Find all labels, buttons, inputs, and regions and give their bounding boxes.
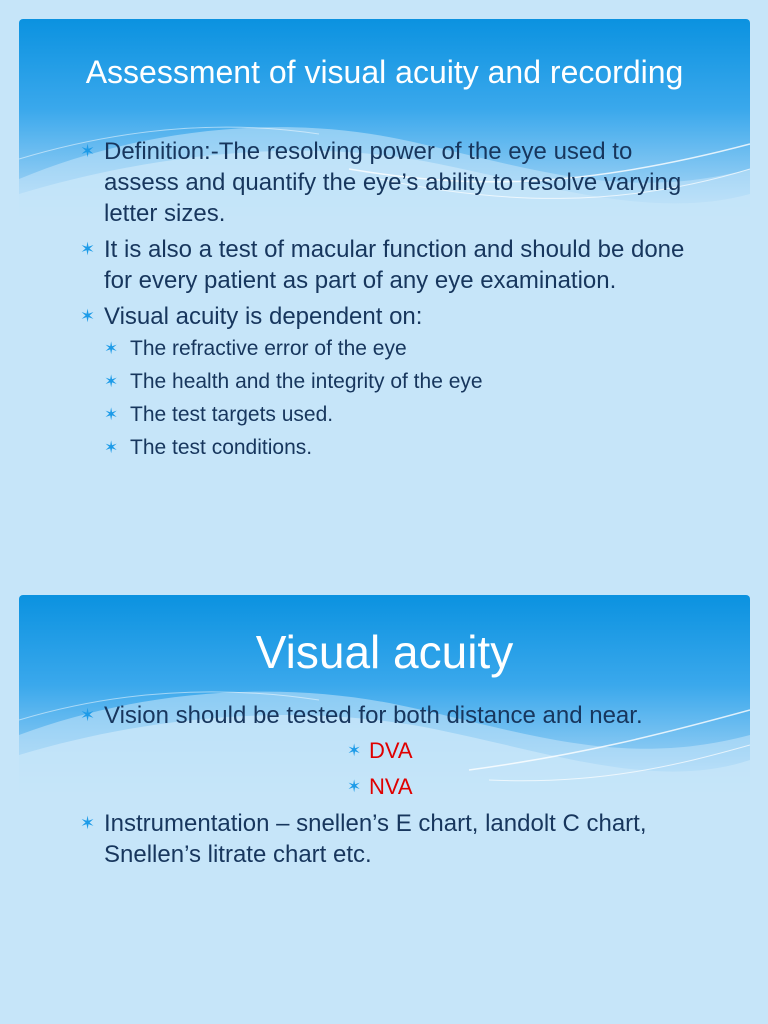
sub-bullet-text: NVA xyxy=(369,774,413,799)
list-item xyxy=(80,136,700,229)
list-item xyxy=(80,700,700,731)
sub-bullet-text: The refractive error of the eye xyxy=(130,337,407,360)
slide-2-content xyxy=(80,700,700,875)
sub-list-item xyxy=(104,402,700,428)
asterisk-bullet-icon: ✶ xyxy=(80,141,96,161)
asterisk-bullet-icon: ✶ xyxy=(80,705,96,725)
slide-2-bullet-list xyxy=(80,700,700,731)
sub-bullet-text: DVA xyxy=(369,738,413,763)
bullet-text: Definition:-The resolving power of the eye used to assess and quantify the eye’s ability to resolve varying letter sizes. xyxy=(104,138,682,227)
bullet-text: It is also a test of macular function and should be done for every patient as part of any eye examination. xyxy=(104,236,685,294)
slide-1-bullet-list xyxy=(80,136,700,461)
slide-1-sub-bullet-list xyxy=(104,336,700,461)
slide-2-sub-bullet-list xyxy=(80,736,700,802)
asterisk-bullet-icon: ✶ xyxy=(347,741,362,760)
asterisk-bullet-icon: ✶ xyxy=(104,339,119,358)
asterisk-bullet-icon: ✶ xyxy=(347,777,362,796)
asterisk-bullet-icon: ✶ xyxy=(80,306,96,326)
asterisk-bullet-icon: ✶ xyxy=(80,813,96,833)
asterisk-bullet-icon: ✶ xyxy=(104,372,119,391)
sub-bullet-text: The test targets used. xyxy=(130,403,334,426)
list-item xyxy=(80,234,700,296)
slide-1-title: Assessment of visual acuity and recording xyxy=(85,54,684,90)
slide-2-bullet-list-continued xyxy=(80,808,700,870)
sub-list-item xyxy=(347,736,700,766)
bullet-text: Instrumentation – snellen’s E chart, landolt C chart, Snellen’s litrate chart etc. xyxy=(104,810,647,868)
slide-2 xyxy=(0,576,768,1024)
asterisk-bullet-icon: ✶ xyxy=(80,239,96,259)
slide-2-title: Visual acuity xyxy=(255,626,514,678)
sub-bullet-text: The health and the integrity of the eye xyxy=(130,370,483,393)
bullet-text: Vision should be tested for both distance and near. xyxy=(104,702,643,729)
sub-list-item xyxy=(104,369,700,395)
bullet-text: Visual acuity is dependent on: xyxy=(104,303,423,330)
slide-1-content xyxy=(80,136,700,468)
list-item xyxy=(80,301,700,461)
sub-list-item xyxy=(104,435,700,461)
sub-bullet-text: The test conditions. xyxy=(130,436,313,459)
sub-list-item xyxy=(104,336,700,362)
sub-list-item xyxy=(347,772,700,802)
asterisk-bullet-icon: ✶ xyxy=(104,405,119,424)
asterisk-bullet-icon: ✶ xyxy=(104,438,119,457)
list-item xyxy=(80,808,700,870)
